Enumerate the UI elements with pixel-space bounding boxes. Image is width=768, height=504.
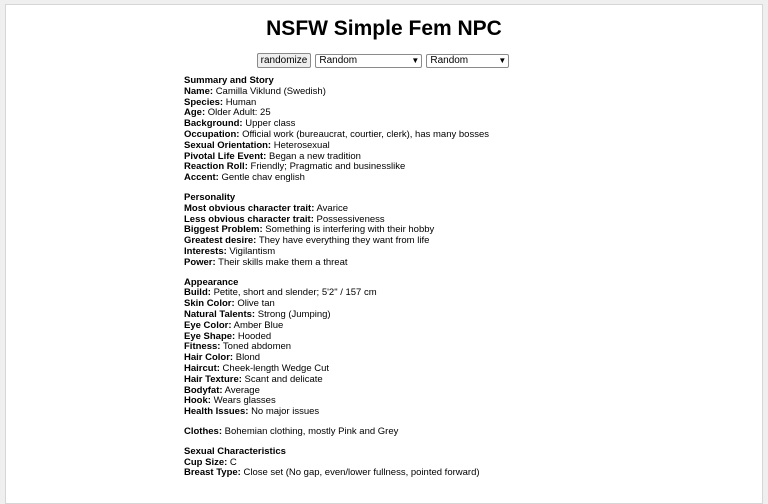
detail-value: Vigilantism [229,245,276,257]
detail-value: Avarice [316,202,349,214]
randomize-button[interactable]: randomize [257,53,312,68]
detail-row [184,407,744,418]
controls-bar [6,53,762,68]
detail-value: Hooded [237,330,272,342]
detail-label: Haircut: [184,362,220,374]
detail-label: Power: [184,256,216,268]
clothes-section [184,427,744,438]
detail-value: Began a new tradition [269,150,361,162]
detail-value: Close set (No gap, even/lower fullness, pointed forward) [243,467,480,479]
detail-row [184,427,744,438]
detail-label: Bodyfat: [184,384,223,396]
detail-label: Eye Shape: [184,330,236,342]
category-select-1[interactable] [315,54,422,68]
detail-value: Amber Blue [233,319,284,331]
select-1-value: Random [319,54,358,66]
detail-value: Average [224,384,260,396]
detail-label: Less obvious character trait: [184,213,314,225]
detail-label: Health Issues: [184,406,249,418]
detail-label: Biggest Problem: [184,224,263,236]
detail-label: Background: [184,118,243,130]
detail-label: Cup Size: [184,456,228,468]
detail-value: Gentle chav english [221,172,305,184]
detail-label: Greatest desire: [184,235,257,247]
detail-value: Olive tan [237,298,275,310]
detail-value: Toned abdomen [222,341,292,353]
detail-row [184,173,744,184]
detail-label: Natural Talents: [184,308,256,320]
detail-value: Blond [235,352,261,364]
detail-row [184,87,744,98]
page-title: NSFW Simple Fem NPC [266,17,502,40]
detail-value: Petite, short and slender; 5'2" / 157 cm [213,287,377,299]
page-container [5,4,763,504]
detail-value: Human [225,96,257,108]
detail-value: Friendly; Pragmatic and businesslike [250,161,406,173]
sexual-characteristics-heading: Sexual Characteristics [184,445,286,457]
detail-label: Clothes: [184,425,222,437]
detail-label: Pivotal Life Event: [184,150,267,162]
detail-label: Name: [184,85,214,97]
chevron-down-icon: ▼ [411,55,420,65]
detail-value: Possessiveness [316,213,385,225]
detail-value: No major issues [251,406,320,418]
detail-label: Age: [184,107,206,119]
detail-label: Eye Color: [184,319,232,331]
detail-row [184,141,744,152]
detail-label: Skin Color: [184,298,235,310]
summary-section [184,76,744,184]
detail-value: Wears glasses [213,395,276,407]
detail-value: Upper class [245,118,296,130]
personality-section [184,193,744,269]
detail-row [184,468,744,479]
select-2-value: Random [430,54,469,66]
detail-label: Breast Type: [184,467,241,479]
detail-label: Hair Color: [184,352,234,364]
detail-value: Cheek-length Wedge Cut [222,362,330,374]
detail-label: Hook: [184,395,211,407]
detail-label: Most obvious character trait: [184,202,315,214]
detail-label: Reaction Roll: [184,161,248,173]
detail-row [184,258,744,269]
chevron-down-icon: ▼ [498,55,507,65]
detail-value: Older Adult: 25 [207,107,271,119]
appearance-heading: Appearance [184,276,239,288]
detail-label: Interests: [184,245,227,257]
detail-row [184,342,744,353]
detail-value: Scant and delicate [244,373,323,385]
detail-value: Their skills make them a threat [218,256,348,268]
detail-label: Sexual Orientation: [184,139,272,151]
detail-value: C [229,456,237,468]
detail-label: Occupation: [184,128,240,140]
sexual-characteristics-section [184,447,744,479]
detail-label: Accent: [184,172,219,184]
detail-value: Camilla Viklund (Swedish) [215,85,326,97]
detail-label: Hair Texture: [184,373,242,385]
detail-value: Bohemian clothing, mostly Pink and Grey [224,425,399,437]
detail-label: Fitness: [184,341,221,353]
detail-value: Heterosexual [273,139,330,151]
detail-label: Species: [184,96,224,108]
detail-label: Build: [184,287,211,299]
detail-value: Official work (bureaucrat, courtier, clerk), has many bosses [242,128,489,140]
appearance-section [184,278,744,418]
personality-heading: Personality [184,191,236,203]
category-select-2[interactable] [426,54,509,68]
detail-value: They have everything they want from life [258,235,430,247]
summary-heading: Summary and Story [184,75,274,86]
npc-details [184,76,744,488]
detail-row [184,375,744,386]
detail-value: Something is interfering with their hobby [265,224,435,236]
detail-value: Strong (Jumping) [257,308,331,320]
